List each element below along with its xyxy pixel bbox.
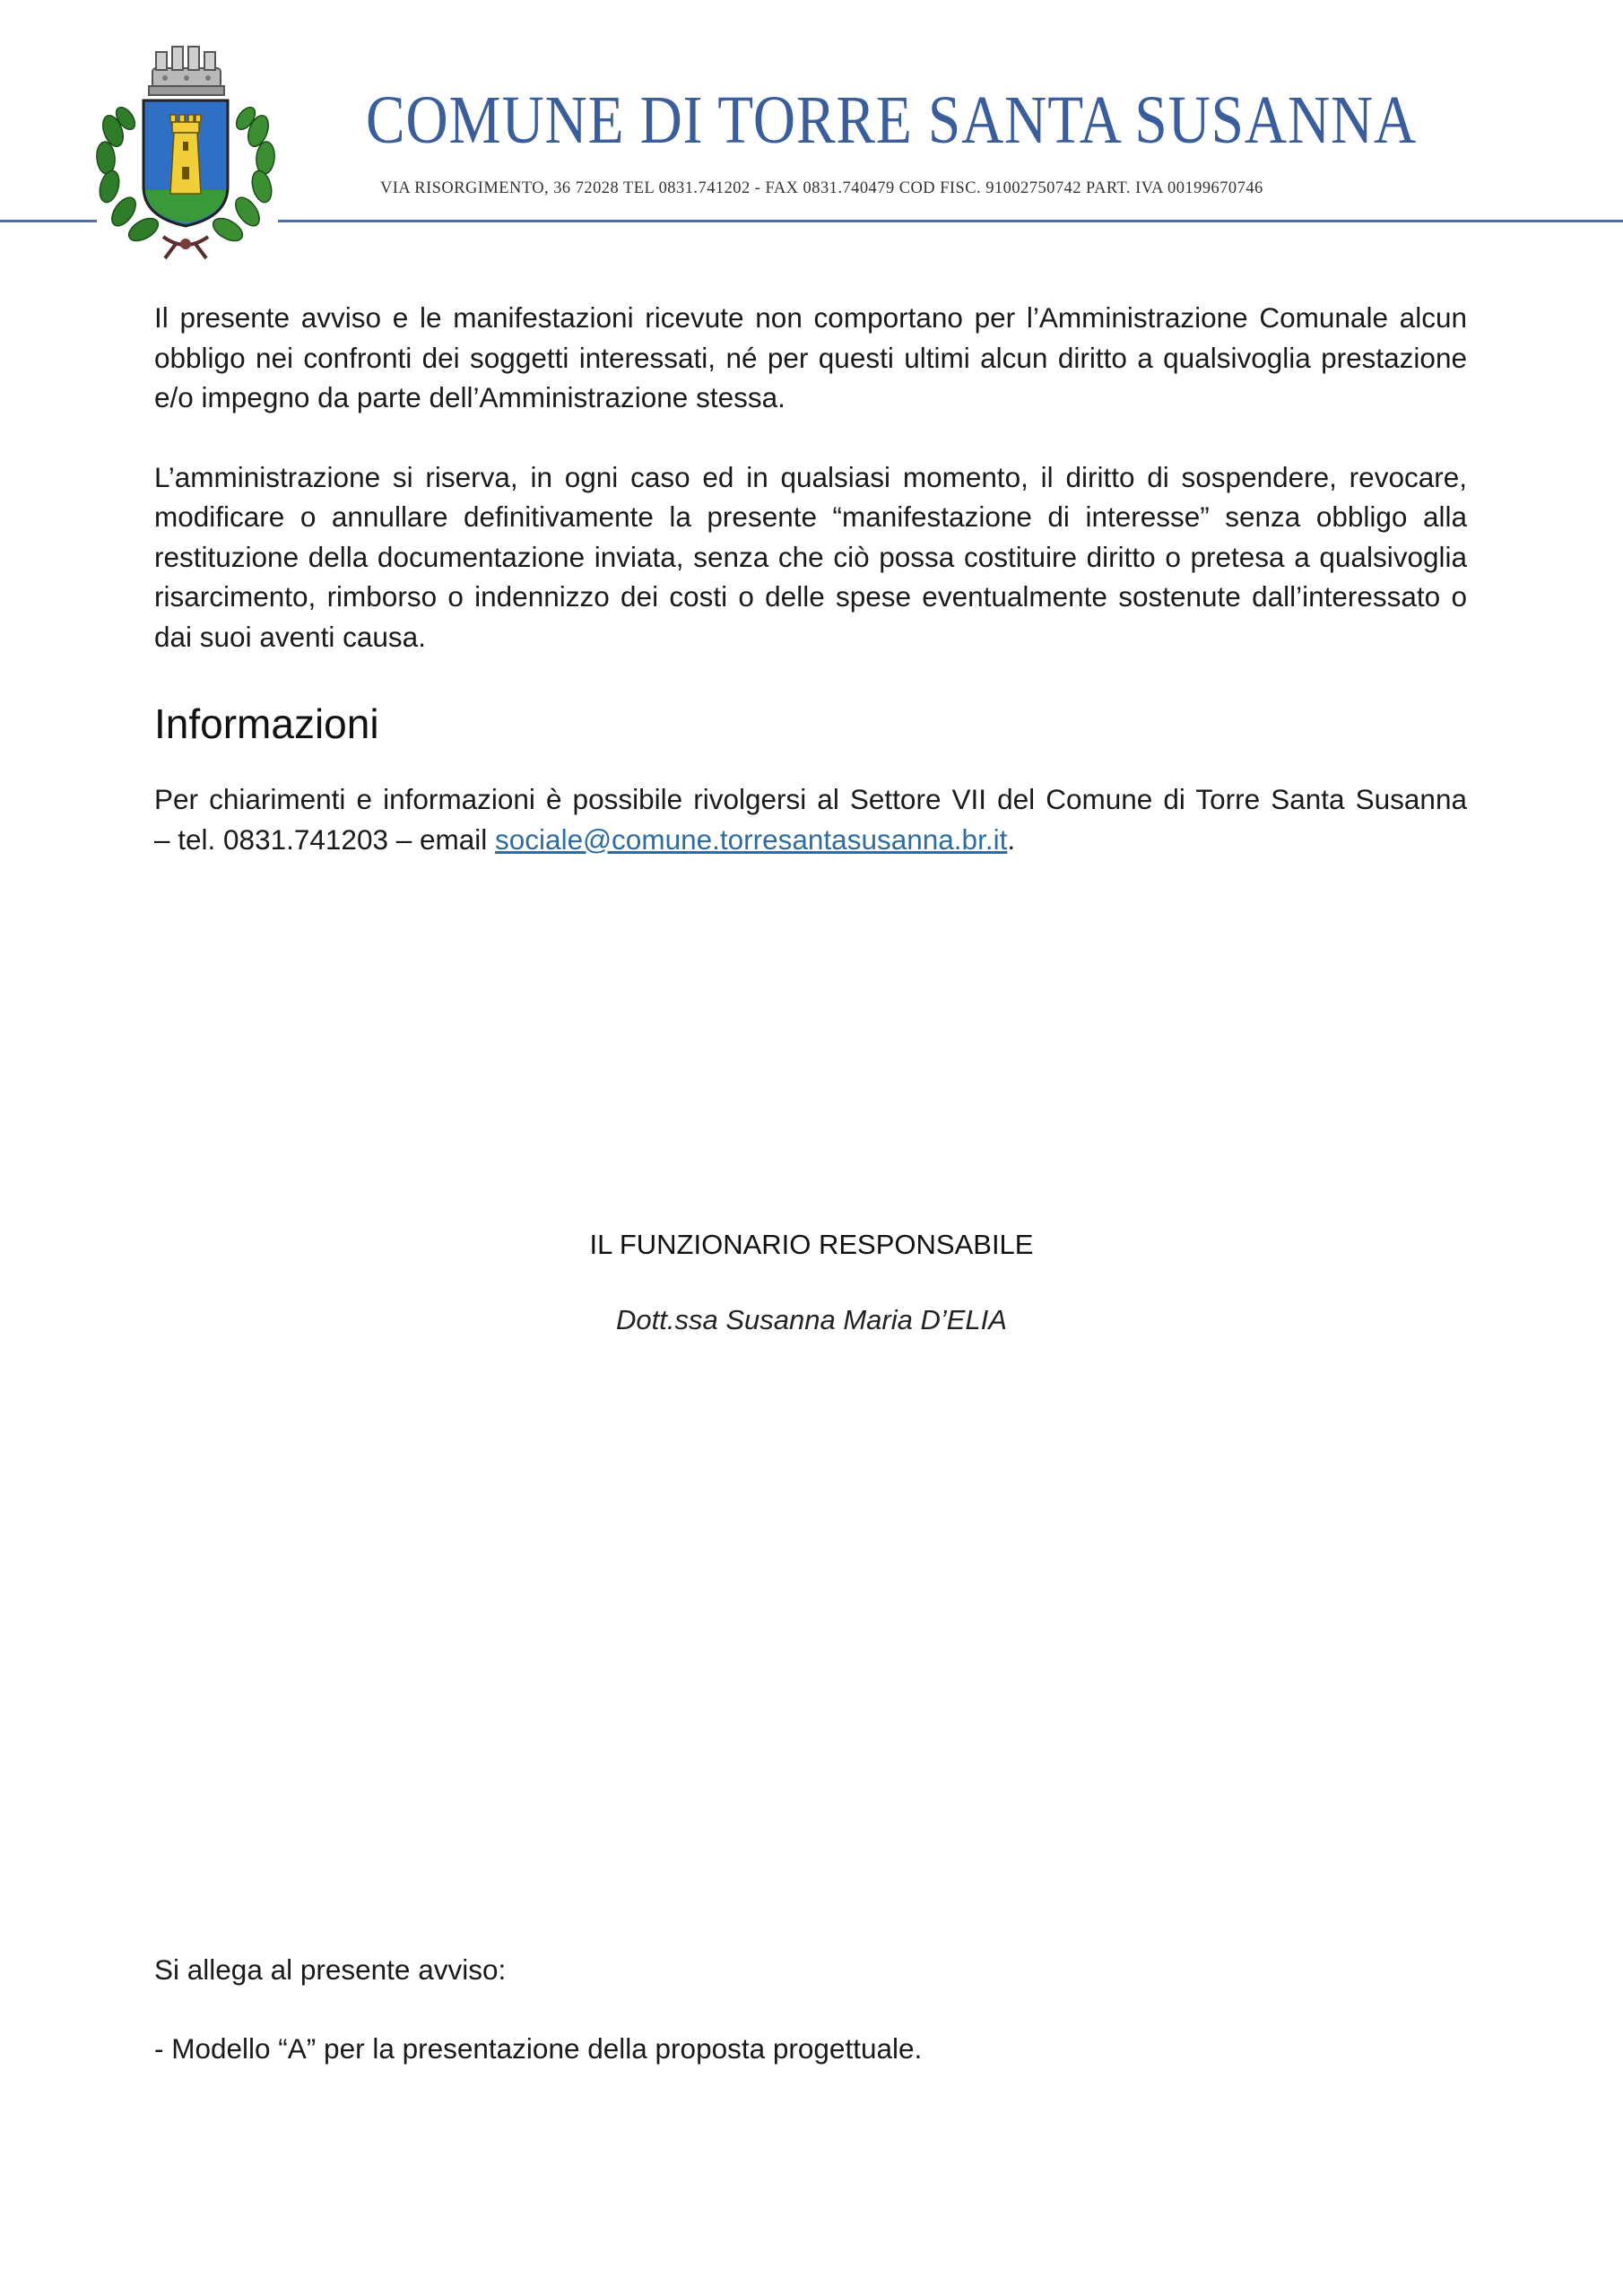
attachment-item: - Modello “A” per la presentazione della proposta progettuale. bbox=[154, 2032, 923, 2065]
notice-body bbox=[154, 298, 1467, 859]
contact-line-1: Per chiarimenti e informazioni è possibile rivolgersi al Settore VII del Comune di Torre Santa Susanna bbox=[154, 783, 1467, 815]
header-rule-right bbox=[278, 220, 1623, 222]
header-rule-left bbox=[0, 220, 97, 222]
municipal-coat-of-arms-icon bbox=[93, 32, 278, 265]
section-title-informazioni: Informazioni bbox=[154, 700, 379, 747]
attachments-section bbox=[154, 1950, 1467, 2068]
letterhead bbox=[0, 0, 1623, 269]
attachments-intro: Si allega al presente avviso: bbox=[154, 1953, 507, 1986]
municipality-title: COMUNE DI TORRE SANTA SUSANNA bbox=[366, 83, 1418, 158]
signature-block bbox=[0, 1225, 1623, 1340]
contact-line-2-suffix: . bbox=[1007, 822, 1016, 856]
reservation-paragraph: L’amministrazione si riserva, in ogni caso ed in qualsiasi momento, il diritto di sospendere, revocare, modificare o annullare definitivamente la presente “manifestazione di interesse” senza obbligo alla restituzione della documentazione inviata, senza che ciò possa costituire diritto o pretesa a qualsivoglia risarcimento, rimborso o indennizzo dei costi o delle spese eventualmente sostenute dall’interessato o dai suoi aventi causa. bbox=[154, 460, 1467, 653]
municipality-address: VIA RISORGIMENTO, 36 72028 TEL 0831.741202 - FAX 0831.740479 COD FISC. 91002750742 PART. IVA 00199670746 bbox=[380, 178, 1263, 197]
signatory-name: Dott.ssa Susanna Maria D’ELIA bbox=[616, 1304, 1007, 1335]
disclaimer-paragraph: Il presente avviso e le manifestazioni ricevute non comportano per l’Amministrazione Comunale alcun obbligo nei confronti dei soggetti interessati, né per questi ultimi alcun diritto a qualsivoglia prestazione e/o impegno da parte dell’Amministrazione stessa. bbox=[154, 301, 1467, 413]
contact-paragraph bbox=[154, 779, 1467, 859]
contact-line-2-prefix: – tel. 0831.741203 – email bbox=[154, 822, 496, 856]
signatory-role: IL FUNZIONARIO RESPONSABILE bbox=[589, 1229, 1034, 1260]
contact-email-link[interactable]: sociale@comune.torresantasusanna.br.it bbox=[495, 822, 1008, 856]
